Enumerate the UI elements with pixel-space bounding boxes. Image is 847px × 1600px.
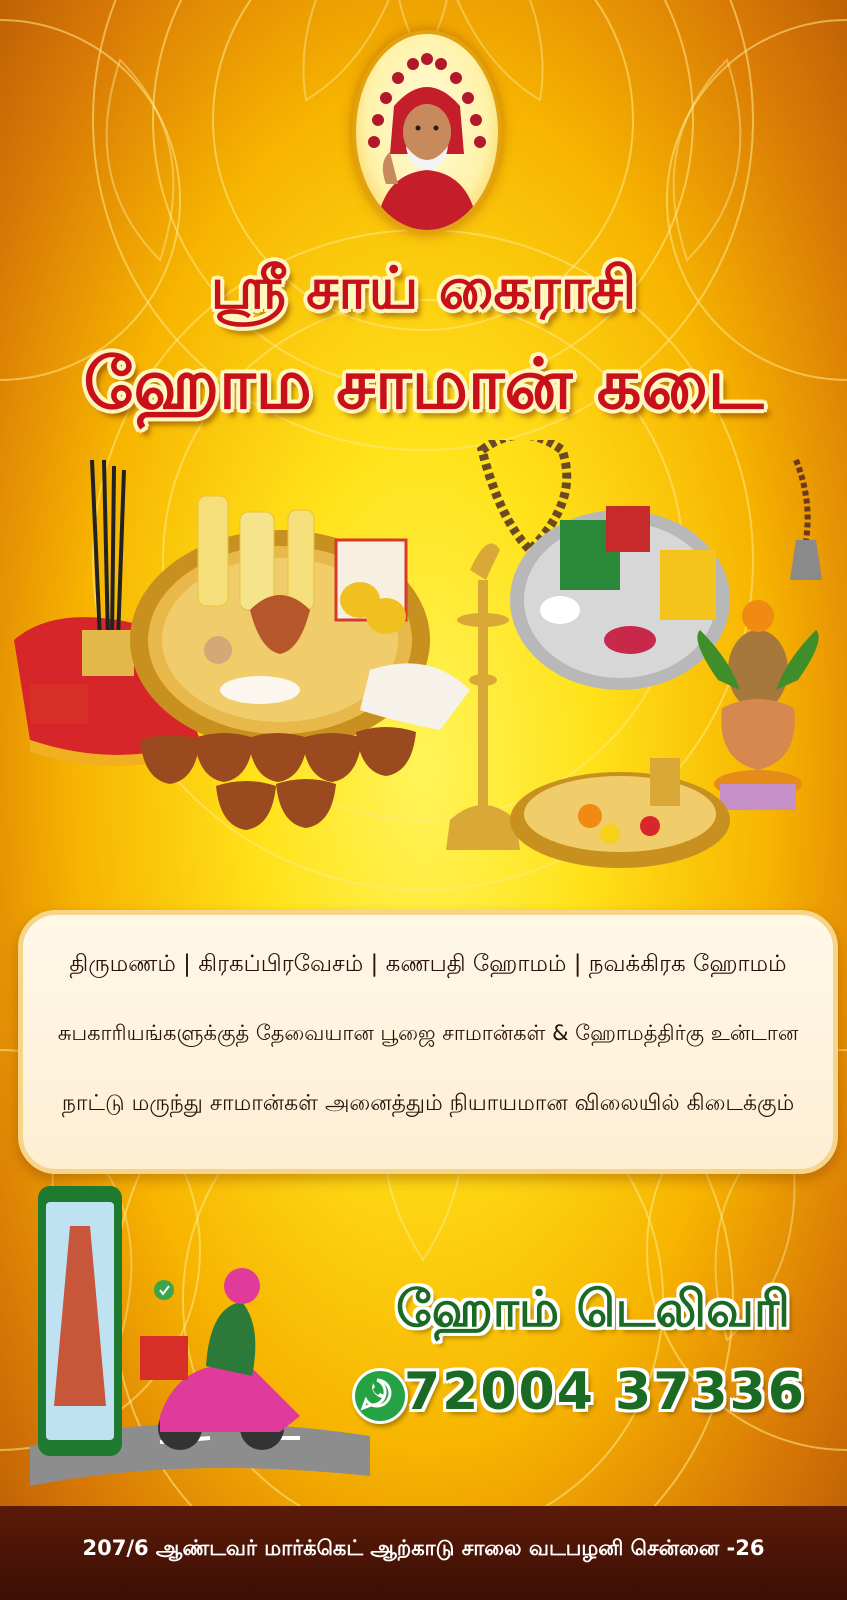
delivery-rider: [206, 1302, 255, 1376]
shop-address: 207/6 ஆண்டவர் மார்க்கெட் ஆற்காடு சாலை வடபழனி சென்னை -26: [82, 1536, 765, 1560]
contact-phone-row: [352, 1362, 822, 1428]
steel-pooja-kit-plate: [510, 506, 730, 690]
whatsapp-icon: [352, 1368, 408, 1424]
address-footer: [0, 1506, 847, 1600]
brass-aarti-plate: [510, 758, 730, 868]
incense-sticks: [92, 460, 124, 640]
services-info-box: [18, 910, 838, 1174]
sai-baba-portrait: [352, 30, 502, 234]
portrait-illustration: [356, 34, 498, 230]
phone-number: 72004 37336: [404, 1362, 806, 1422]
pooja-items-illustration: [0, 440, 847, 900]
shop-name-line2: ஹோம சாமான் கடை: [83, 342, 764, 425]
services-line1: திருமணம் | கிரகப்பிரவேசம் | கணபதி ஹோமம் | நவக்கிரக ஹோமம்: [69, 951, 787, 977]
delivery-box-icon: [140, 1336, 188, 1380]
rice-heap: [220, 676, 300, 704]
check-icon: [154, 1280, 174, 1300]
oil-bottles: [198, 496, 314, 610]
turmeric: [204, 636, 232, 664]
clay-diyas: [140, 727, 416, 830]
matchbox: [30, 684, 88, 724]
incense-holder: [82, 630, 134, 676]
services-line3: நாட்டு மருந்து சாமான்கள் அனைத்தும் நியாயமான விலையில் கிடைக்கும்: [61, 1091, 795, 1116]
shop-name-line1: ஸ்ரீ சாய் கைராசி: [210, 254, 637, 322]
home-delivery-illustration: [30, 1186, 370, 1486]
home-delivery-title: ஹோம் டெலிவரி: [395, 1280, 791, 1338]
pendant-mala: [790, 460, 822, 580]
helmet-icon: [224, 1268, 260, 1304]
services-line2: சுபகாரியங்களுக்குத் தேவையான பூஜை சாமான்கள் & ஹோமத்திர்கு உன்டான: [57, 1021, 799, 1045]
